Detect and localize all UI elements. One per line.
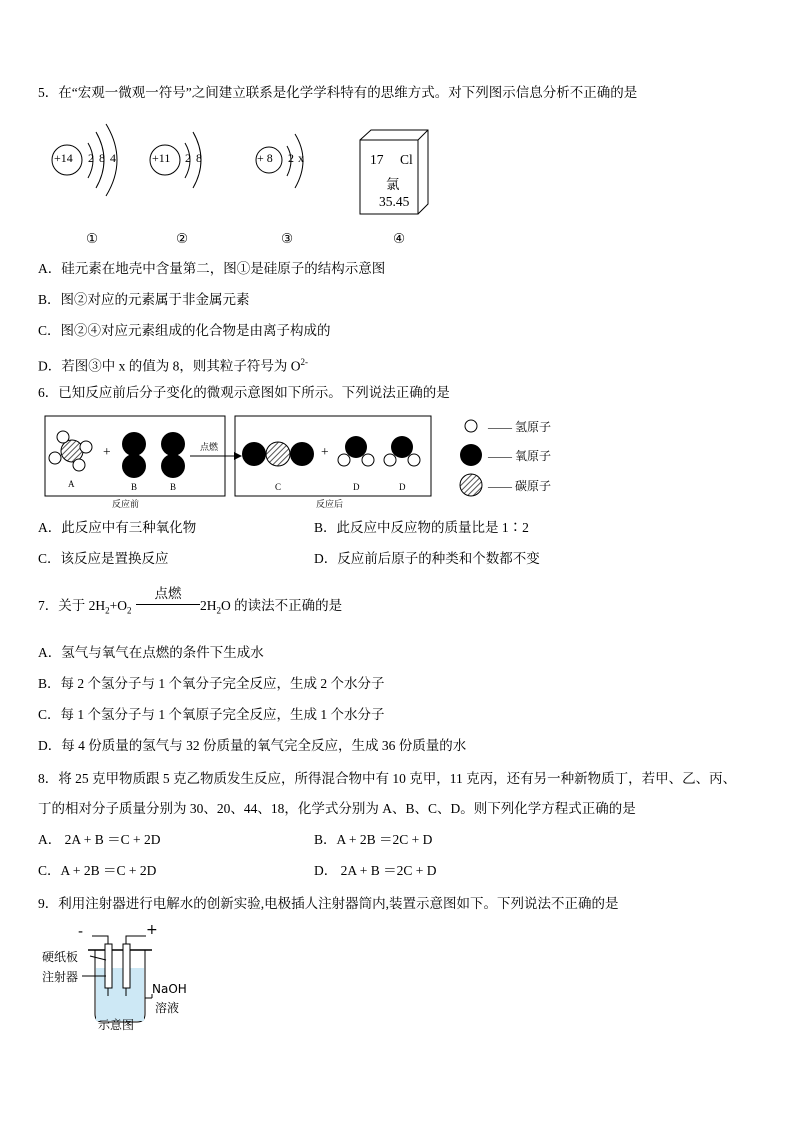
legend-icons	[458, 414, 488, 504]
oxygen-atom-icon	[460, 444, 482, 466]
atom-2-nucleus: +11	[152, 151, 171, 165]
q7-stem-rest	[200, 597, 342, 620]
carbon-atom-icon	[460, 474, 482, 496]
q7-product: $2H_2O$	[200, 598, 235, 616]
atom-structure-2	[145, 118, 225, 208]
negative-electrode: -	[78, 924, 84, 940]
atom-3-nucleus: + 8	[257, 151, 273, 165]
q8-option-d[interactable]: D． 2A + B ＝2C + D	[314, 863, 437, 878]
element-name: 氯	[386, 177, 400, 192]
ion-charge: 2-	[300, 357, 308, 367]
label-c: C	[275, 482, 282, 492]
q5-option-d[interactable]	[38, 353, 308, 376]
plus-sign-after: +	[321, 444, 329, 459]
q7-stem-prefix: 7．关于	[38, 598, 86, 613]
diagram-caption: 示意图	[98, 1018, 135, 1032]
atom-structure-1	[50, 118, 140, 208]
q7-stem-suffix: 的读法不正确的是	[234, 598, 343, 613]
atom-1-nucleus: +14	[54, 151, 73, 165]
before-label: 反应前	[112, 499, 140, 509]
label-a: A	[68, 479, 75, 489]
q7-equation: $2H_2+O_2$	[88, 598, 132, 616]
atom-2-mark: ②	[176, 231, 189, 246]
positive-electrode: +	[146, 922, 158, 938]
q8-option-b[interactable]: B．A + 2B ＝2C + D	[314, 832, 433, 847]
q7-option-d[interactable]: D．每 4 份质量的氢气与 32 份质量的氧气完全反应，生成 36 份质量的水	[38, 738, 467, 753]
solution-label: 溶液	[155, 1001, 180, 1015]
cardboard-label: 硬纸板	[42, 950, 79, 964]
legend-hydrogen: —— 氢原子	[488, 420, 552, 434]
q6-option-a[interactable]: A．此反应中有三种氧化物	[38, 520, 197, 535]
q8-option-a[interactable]: A． 2A + B ＝C + 2D	[38, 832, 161, 847]
after-label: 反应后	[316, 499, 344, 509]
q7-condition: 点燃	[154, 586, 182, 601]
q6-stem: 6．已知反应前后分子变化的微观示意图如下所示。下列说法正确的是	[38, 385, 450, 400]
label-d2: D	[399, 482, 406, 492]
plus-sign-before: +	[103, 444, 111, 459]
element-card-mark: ④	[393, 231, 406, 246]
q5-option-a[interactable]: A．硅元素在地壳中含量第二，图①是硅原子的结构示意图	[38, 261, 386, 276]
q5-option-c[interactable]: C．图②④对应元素组成的化合物是由离子构成的	[38, 323, 331, 338]
element-mass: 35.45	[379, 194, 410, 209]
q5-option-b[interactable]: B．图②对应的元素属于非金属元素	[38, 292, 250, 307]
atom-2-shells: 2 8	[185, 151, 202, 165]
reaction-condition: 点燃	[200, 442, 219, 452]
q8-stem-line2: 丁的相对分子质量分别为 30、20、44、18，化学式分别为 A、B、C、D。则下列化学方程式正确的是	[38, 801, 636, 816]
label-b1: B	[131, 482, 138, 492]
q7-option-b[interactable]: B．每 2 个氢分子与 1 个氧分子完全反应，生成 2 个水分子	[38, 676, 385, 691]
naoh-label: NaOH	[152, 982, 187, 996]
q9-stem: 9．利用注射器进行电解水的创新实验,电极插人注射器筒内,装置示意图如下。下列说法不正确的是	[38, 896, 619, 911]
legend-carbon: —— 碳原子	[488, 479, 552, 493]
q8-option-c[interactable]: C．A + 2B ＝C + 2D	[38, 863, 157, 878]
atom-3-shells: 2 x	[288, 151, 304, 165]
atom-3-mark: ③	[281, 231, 294, 246]
q7-equals-line	[136, 604, 200, 605]
q5-option-d-text: D．若图③中 x 的值为 8，则其粒子符号为 O	[38, 358, 301, 374]
label-b2: B	[170, 482, 177, 492]
label-d1: D	[353, 482, 360, 492]
electrolysis-diagram	[40, 922, 200, 1038]
atom-legend	[458, 414, 568, 504]
element-card	[358, 128, 430, 216]
syringe-label: 注射器	[42, 970, 79, 984]
q7-option-a[interactable]: A．氢气与氧气在点燃的条件下生成水	[38, 645, 264, 660]
q6-option-c[interactable]: C．该反应是置换反应	[38, 551, 169, 566]
element-number: 17	[370, 152, 384, 167]
atom-structure-3	[253, 118, 323, 208]
legend-oxygen: —— 氧原子	[488, 449, 552, 463]
q8-stem-line1: 8．将 25 克甲物质跟 5 克乙物质发生反应，所得混合物中有 10 克甲，11 克丙，还有另一种新物质丁，若甲、乙、丙、	[38, 771, 737, 786]
hydrogen-atom-icon	[465, 420, 477, 432]
atom-1-mark: ①	[86, 231, 99, 246]
element-symbol: Cl	[400, 152, 413, 167]
q5-stem: 5．在“宏观一微观一符号”之间建立联系是化学学科特有的思维方式。对下列图示信息分析不正确的是	[38, 85, 638, 100]
q6-option-d[interactable]: D．反应前后原子的种类和个数都不变	[314, 551, 540, 566]
q7-stem	[38, 597, 132, 620]
q6-option-b[interactable]: B．此反应中反应物的质量比是 1∶2	[314, 520, 529, 535]
reaction-arrow-icon	[190, 446, 250, 466]
reaction-diagram	[40, 414, 440, 512]
q7-option-c[interactable]: C．每 1 个氢分子与 1 个氧原子完全反应，生成 1 个水分子	[38, 707, 385, 722]
atom-1-shells: 2 8 4	[88, 151, 116, 165]
